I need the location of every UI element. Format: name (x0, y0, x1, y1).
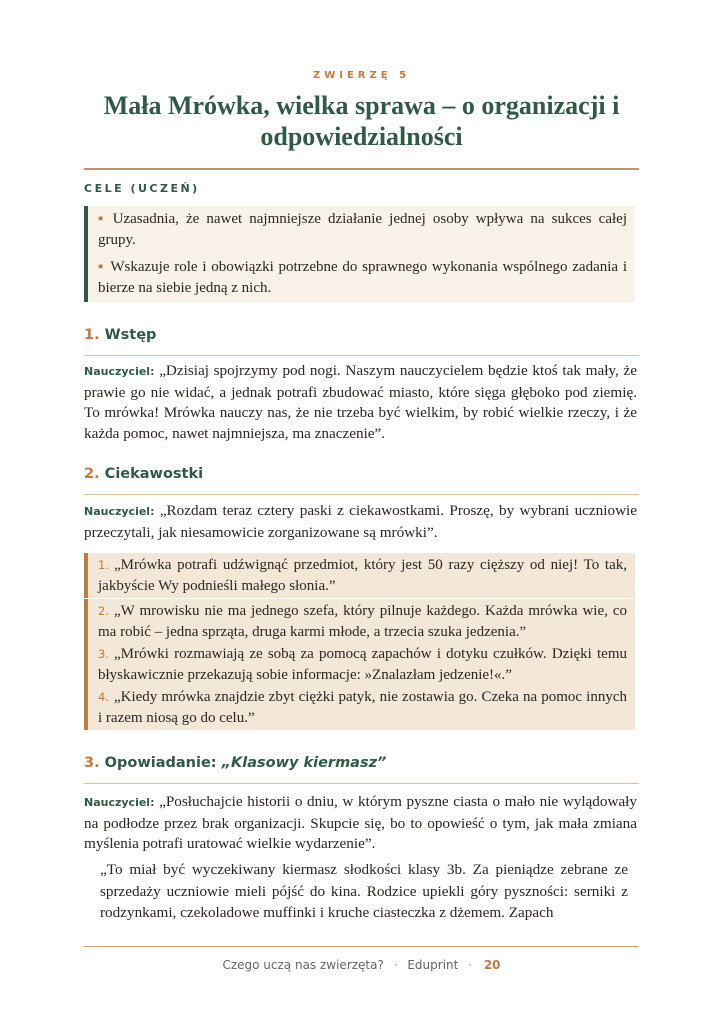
section-divider (84, 355, 639, 356)
paragraph-text: „Rozdam teraz cztery paski z ciekawostkami. Proszę, by wybrani uczniowie przeczytali, jak niesamowicie zorganizowane są mrówki”. (84, 502, 638, 541)
fact-number: 2. (98, 604, 109, 618)
teacher-paragraph (84, 361, 637, 444)
bullet-icon: ▪ (98, 211, 107, 227)
goal-item (84, 254, 635, 302)
section-divider (84, 494, 639, 495)
story-title: „Klasowy kiermasz” (221, 755, 387, 771)
teacher-paragraph (84, 501, 637, 543)
section-title: Ciekawostki (104, 466, 204, 482)
section-number: 1. (84, 327, 100, 343)
paragraph-text: „Posłuchajcie historii o dniu, w którym pyszne ciasta o mało nie wylądowały na podłodze przez brak organizacji. Skupcie się, bo to opowieść o tym, jak mała zmiana myślenia potrafi uratować wielkie wydarzenie”. (84, 793, 637, 852)
footer (84, 958, 639, 972)
bullet-icon: ▪ (98, 259, 105, 275)
section-heading-story (84, 755, 386, 771)
fact-text: „Mrówka potrafi udźwignąć przedmiot, który jest 50 razy cięższy od niej! To tak, jakbyście Wy podnieśli małego słonia.” (98, 557, 627, 594)
section-title: Opowiadanie: (104, 755, 217, 771)
section-number: 3. (84, 755, 100, 771)
page-number: 20 (483, 958, 501, 972)
goals-label: CELE (UCZEŃ) (84, 182, 200, 195)
fact-text: „Mrówki rozmawiają ze sobą za pomocą zapachów i dotyku czułków. Dzięki temu błyskawicznie przekazują sobie informacje: »Znalazłam jedzenie!«.” (98, 646, 627, 683)
story-paragraph: „To miał być wyczekiwany kiermasz słodkości klasy 3b. Za pieniądze zebrane ze sprzedaży uczniowie mieli pójść do kina. Rodzice upiekli góry pyszności: serniki z rodzynkami, czekoladowe muffinki i kruche ciasteczka z dżemem. Zapach (100, 861, 628, 921)
footer-divider (84, 946, 639, 947)
publisher-name: Eduprint (407, 958, 459, 972)
fact-item (84, 553, 635, 598)
paragraph-text: „Dzisiaj spojrzymy pod nogi. Naszym nauczycielem będzie ktoś tak mały, że prawie go nie widać, a jednak potrafi zbudować miasto, które sięga głęboko pod ziemię. To mrówka! Mrówka nauczy nas, że nie trzeba być wielkim, by robić wielkie rzeczy, i że każda pomoc, nawet najmniejsza, ma znaczenie”. (84, 362, 637, 442)
speaker-label: Nauczyciel: (84, 796, 155, 809)
title-divider (84, 168, 639, 170)
section-heading-facts (84, 466, 203, 482)
fact-text: „W mrowisku nie ma jednego szefa, który pilnuje każdego. Każda mrówka wie, co ma robić – jedna sprząta, druga karmi młode, a trzecia szuka jedzenia.” (98, 603, 627, 640)
speaker-label: Nauczyciel: (84, 505, 155, 518)
section-number: 2. (84, 466, 100, 482)
fact-item (84, 642, 635, 687)
fact-item (84, 685, 635, 730)
fact-number: 4. (98, 690, 109, 704)
section-heading-intro (84, 327, 156, 343)
speaker-label: Nauczyciel: (84, 365, 155, 378)
goal-item (84, 206, 635, 254)
fact-text: „Kiedy mrówka znajdzie zbyt ciężki patyk, nie zostawia go. Czeka na pomoc innych i razem niosą go do celu.” (98, 689, 627, 726)
goal-text: Uzasadnia, że nawet najmniejsze działanie jednej osoby wpływa na sukces całej grupy. (98, 211, 627, 248)
book-title: Czego uczą nas zwierzęta? (222, 958, 384, 972)
fact-number: 1. (98, 558, 109, 572)
page-title: Mała Mrówka, wielka sprawa – o organizacji i odpowiedzialności (103, 91, 620, 151)
separator-dot: · (393, 958, 398, 972)
section-divider (84, 783, 639, 784)
fact-number: 3. (98, 647, 109, 661)
chapter-label: ZWIERZĘ 5 (312, 70, 411, 81)
separator-dot: · (468, 958, 472, 972)
section-title: Wstęp (104, 327, 157, 343)
goal-text: Wskazuje role i obowiązki potrzebne do sprawnego wykonania wspólnego zadania i bierze na siebie jedną z nich. (98, 259, 627, 296)
fact-item (84, 599, 635, 644)
teacher-paragraph (84, 792, 637, 855)
